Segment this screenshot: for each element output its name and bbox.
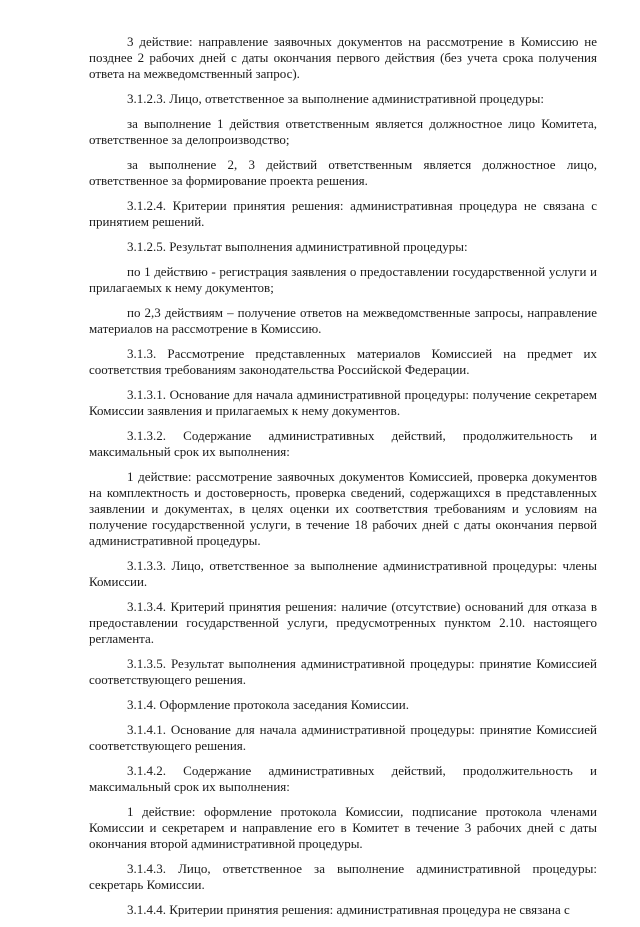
paragraph-action-2-3-responsible: за выполнение 2, 3 действий ответственным является должностное лицо, ответственное за формирование проекта решения. [89, 157, 597, 188]
paragraph-3-1-3-4: 3.1.3.4. Критерий принятия решения: наличие (отсутствие) оснований для отказа в предоставлении государственной услуги, предусмотренных пунктом 2.10. настоящего регламента. [89, 599, 597, 646]
paragraph-3-action-direction: 3 действие: направление заявочных документов на рассмотрение в Комиссию не позднее 2 рабочих дней с даты окончания первого действия (без учета срока получения ответа на межведомственный запрос). [89, 34, 597, 81]
paragraph-3-1-2-4: 3.1.2.4. Критерии принятия решения: административная процедура не связана с принятием решений. [89, 198, 597, 229]
paragraph-3-1-4-1: 3.1.4.1. Основание для начала административной процедуры: принятие Комиссией соответствующего решения. [89, 722, 597, 753]
paragraph-3-1-3-3: 3.1.3.3. Лицо, ответственное за выполнение административной процедуры: члены Комиссии. [89, 558, 597, 589]
paragraph-3-1-3-2: 3.1.3.2. Содержание административных действий, продолжительность и максимальный срок их выполнения: [89, 428, 597, 459]
paragraph-3-1-3-5: 3.1.3.5. Результат выполнения административной процедуры: принятие Комиссией соответствующего решения. [89, 656, 597, 687]
paragraph-action-1-responsible: за выполнение 1 действия ответственным является должностное лицо Комитета, ответственное за делопроизводство; [89, 116, 597, 147]
paragraph-protocol-action-1: 1 действие: оформление протокола Комиссии, подписание протокола членами Комиссии и секретарем и направление его в Комитет в течение 3 рабочих дней с даты окончания второй административной процедуры. [89, 804, 597, 851]
paragraph-3-1-4: 3.1.4. Оформление протокола заседания Комиссии. [127, 697, 409, 712]
paragraph-result-action-2-3: по 2,3 действиям – получение ответов на межведомственные запросы, направление материалов на рассмотрение в Комиссию. [89, 305, 597, 336]
paragraph-3-1-3: 3.1.3. Рассмотрение представленных материалов Комиссией на предмет их соответствия требованиям законодательства Российской Федерации. [89, 346, 597, 377]
paragraph-result-action-1: по 1 действию - регистрация заявления о предоставлении государственной услуги и прилагаемых к нему документов; [89, 264, 597, 295]
paragraph-3-1-4-4: 3.1.4.4. Критерии принятия решения: административная процедура не связана с [127, 902, 570, 917]
paragraph-3-1-2-5: 3.1.2.5. Результат выполнения административной процедуры: [127, 239, 468, 254]
paragraph-3-1-3-1: 3.1.3.1. Основание для начала административной процедуры: получение секретарем Комиссии заявления и прилагаемых к нему документов. [89, 387, 597, 418]
document-body [89, 34, 597, 927]
paragraph-3-1-4-3: 3.1.4.3. Лицо, ответственное за выполнение административной процедуры: секретарь Комиссии. [89, 861, 597, 892]
paragraph-3-1-2-3: 3.1.2.3. Лицо, ответственное за выполнение административной процедуры: [127, 91, 544, 106]
paragraph-review-action-1: 1 действие: рассмотрение заявочных документов Комиссией, проверка документов на комплектность и достоверность, проверка сведений, содержащихся в представленных заявлении и документах, в целях оценки их соответствия требованиям и условиям на получение государственной услуги, в течение 18 рабочих дней с даты окончания первой административной процедуры. [89, 469, 597, 548]
paragraph-3-1-4-2: 3.1.4.2. Содержание административных действий, продолжительность и максимальный срок их выполнения: [89, 763, 597, 794]
